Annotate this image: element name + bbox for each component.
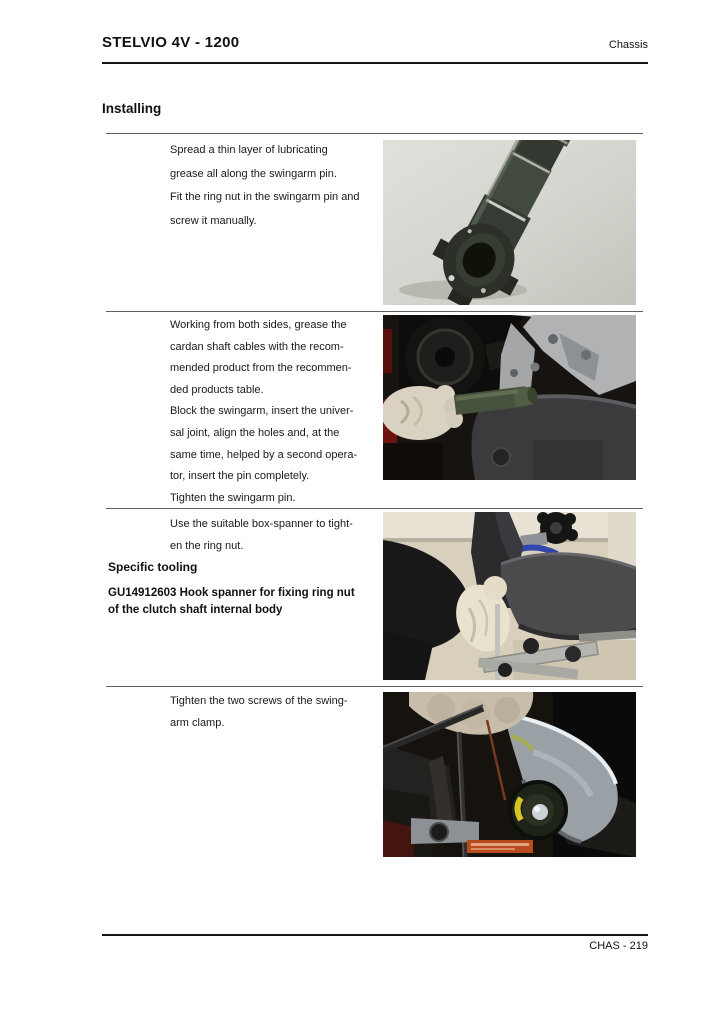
text-line: Spread a thin layer of lubricating xyxy=(170,144,328,156)
page-reference: CHAS - 219 xyxy=(589,940,648,952)
section-divider xyxy=(106,133,643,134)
header-rule xyxy=(102,62,648,64)
clamp-screws-image xyxy=(383,692,636,857)
text-line: screw it manually. xyxy=(170,214,257,227)
photo-clamp-screws xyxy=(383,692,636,857)
instruction-paragraph xyxy=(170,315,382,509)
text-line: arm clamp. xyxy=(170,716,225,729)
photo-box-spanner xyxy=(383,512,636,680)
chapter-label: Chassis xyxy=(608,39,648,51)
text-line: Use the suitable box-spanner to tight- xyxy=(170,518,353,530)
section-divider xyxy=(106,686,643,687)
text-line: Tighten the swingarm pin. xyxy=(170,491,296,504)
swingarm-pin-image xyxy=(383,140,636,305)
text-line: grease all along the swingarm pin. xyxy=(170,167,337,180)
section-heading: Installing xyxy=(102,101,162,116)
section-divider xyxy=(106,311,643,312)
text-line: tor, insert the pin completely. xyxy=(170,470,310,483)
instruction-paragraph xyxy=(170,513,382,557)
yellow-paint-mark xyxy=(518,798,522,820)
text-line: cardan shaft cables with the recom- xyxy=(170,340,344,353)
section-divider xyxy=(106,508,643,509)
text-line: mended product from the recommen- xyxy=(170,362,352,375)
text-line: same time, helped by a second opera- xyxy=(170,448,358,461)
specific-tooling-heading: Specific tooling xyxy=(108,560,198,574)
box-spanner-image xyxy=(383,512,636,680)
photo-swingarm-pin xyxy=(383,140,636,305)
photo-inserting-pin xyxy=(383,315,636,480)
text-line: of the clutch shaft internal body xyxy=(108,604,283,616)
text-line: Fit the ring nut in the swingarm pin and xyxy=(170,191,360,203)
footer-rule xyxy=(102,934,648,936)
instruction-paragraph xyxy=(170,691,382,734)
text-line: Tighten the two screws of the swing- xyxy=(170,695,348,707)
text-line: Working from both sides, grease the xyxy=(170,319,347,331)
tooling-reference xyxy=(108,585,355,619)
page-title: STELVIO 4V - 1200 xyxy=(102,34,240,51)
text-line: sal joint, align the holes and, at the xyxy=(170,426,340,439)
text-line: ded products table. xyxy=(170,383,264,396)
warning-label xyxy=(467,840,533,853)
instruction-paragraph xyxy=(170,139,382,233)
text-line: en the ring nut. xyxy=(170,540,244,552)
text-line: GU14912603 Hook spanner for fixing ring nut xyxy=(108,587,355,599)
inserting-pin-image xyxy=(383,315,636,480)
text-line: Block the swingarm, insert the univer- xyxy=(170,405,354,418)
